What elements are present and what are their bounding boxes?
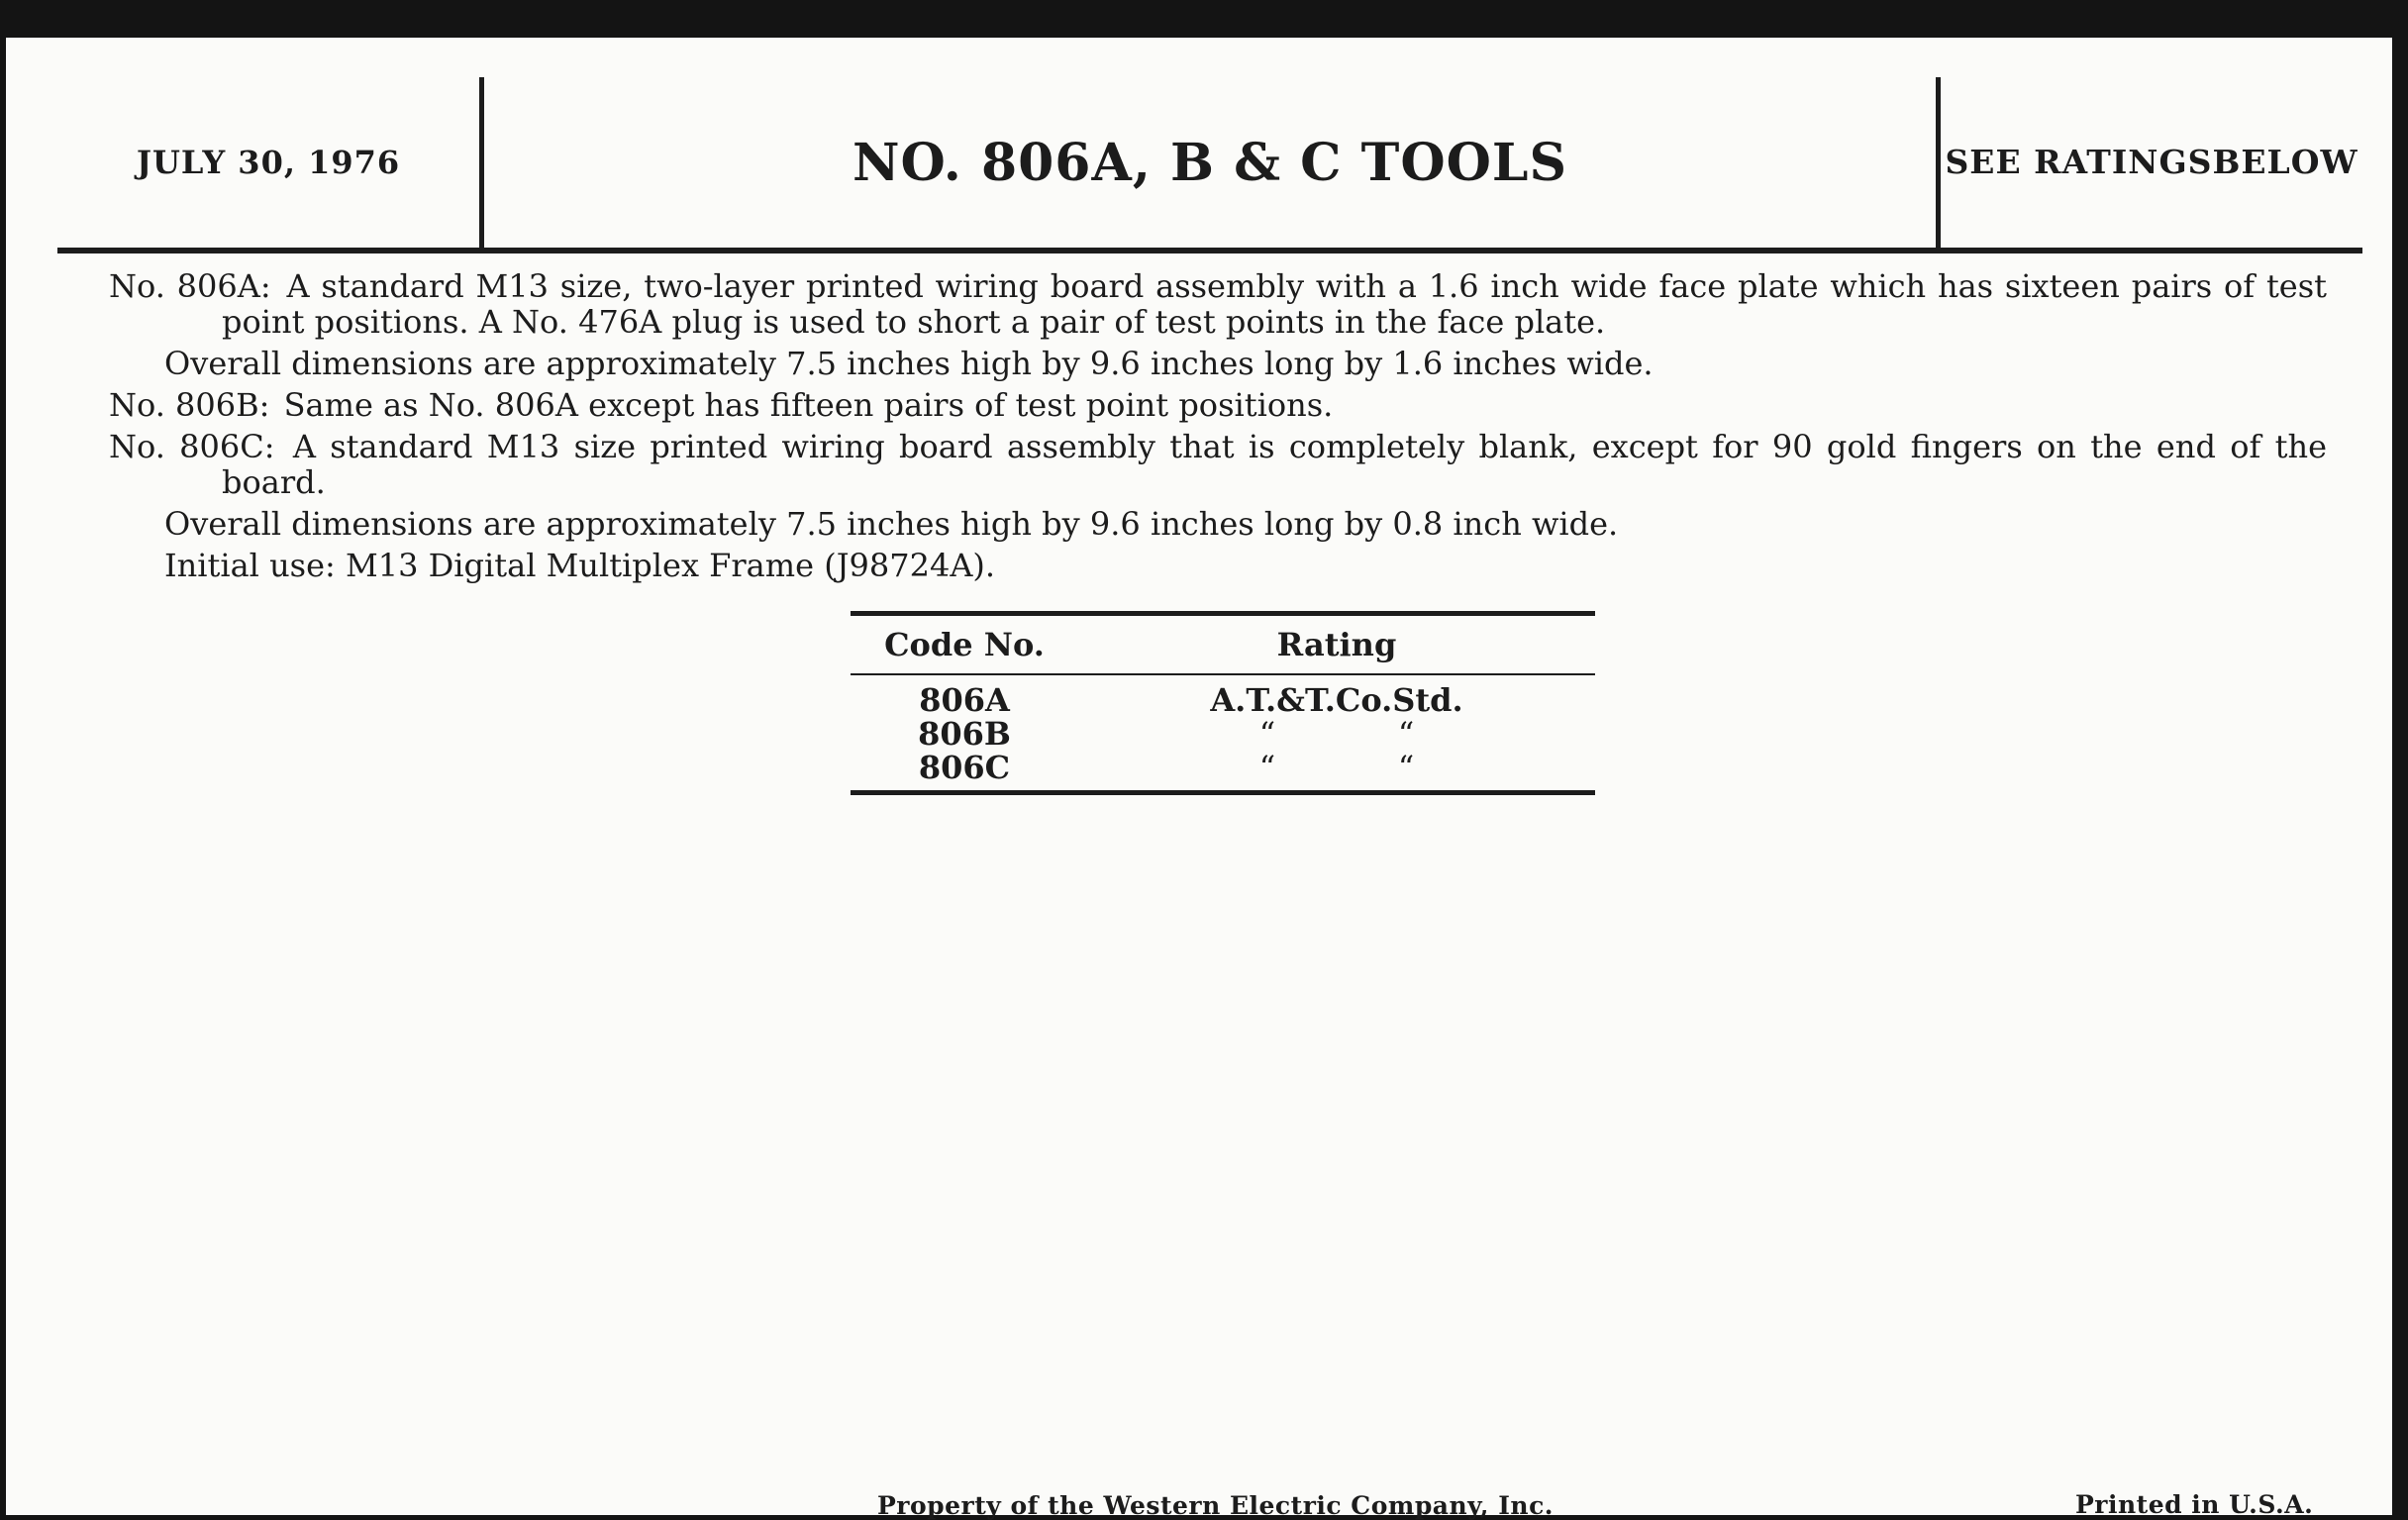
description-body xyxy=(109,268,2327,589)
ditto-mark: “ xyxy=(1397,749,1415,786)
ratings-note-line-1: SEE RATINGS xyxy=(1945,143,2213,181)
column-header-rating: Rating xyxy=(1276,626,1397,663)
label-806b: No. 806B: xyxy=(109,386,270,424)
text-806a: A standard M13 size, two-layer printed wiring board assembly with a 1.6 inch wide face plate which has sixteen pairs of test point positions. A No. 476A plug is used to short a pair of test points in the face plate. xyxy=(222,267,2328,341)
code-cell: 806B xyxy=(918,715,1011,753)
paragraph-806a xyxy=(109,268,2327,340)
header xyxy=(57,77,2362,253)
rating-cell xyxy=(1078,715,1595,753)
ratings-note-line-2: BELOW xyxy=(2212,143,2358,181)
issue-date: JULY 30, 1976 xyxy=(57,77,484,248)
ditto-mark: “ xyxy=(1258,715,1276,753)
dimensions-806a: Overall dimensions are approximately 7.5 inches high by 9.6 inches long by 1.6 inches wide. xyxy=(164,345,1654,382)
rating-cell xyxy=(1078,749,1595,786)
text-806b: Same as No. 806A except has fifteen pairs of test point positions. xyxy=(283,386,1334,424)
document-card xyxy=(6,38,2392,1520)
table-row xyxy=(851,717,1595,751)
table-row xyxy=(851,683,1595,717)
table-body xyxy=(851,675,1595,790)
page-title: NO. 806A, B & C TOOLS xyxy=(852,132,1568,193)
dimensions-806c: Overall dimensions are approximately 7.5 inches high by 9.6 inches long by 0.8 inch wide. xyxy=(164,505,1619,543)
rating-table xyxy=(851,611,1595,795)
printed-notice: Printed in U.S.A. xyxy=(2075,1490,2314,1519)
property-notice: Property of the Western Electric Company, Inc. xyxy=(877,1491,1555,1520)
column-header-code: Code No. xyxy=(884,626,1045,663)
ditto-mark: “ xyxy=(1258,749,1276,786)
ratings-note xyxy=(1936,77,2362,248)
rating-cell: A.T.&T.Co.Std. xyxy=(1210,681,1463,719)
code-cell: 806A xyxy=(919,681,1010,719)
table-header xyxy=(851,616,1595,675)
label-806c: No. 806C: xyxy=(109,428,275,465)
paragraph-806c xyxy=(109,429,2327,500)
text-806c: A standard M13 size printed wiring board assembly that is completely blank, except for 90 gold fingers on the end of the board. xyxy=(222,428,2328,501)
ditto-mark: “ xyxy=(1397,715,1415,753)
initial-use: Initial use: M13 Digital Multiplex Frame (J98724A). xyxy=(164,547,996,584)
code-cell: 806C xyxy=(918,749,1011,786)
label-806a: No. 806A: xyxy=(109,267,271,305)
table-row xyxy=(851,751,1595,784)
paragraph-806b xyxy=(109,387,2327,423)
